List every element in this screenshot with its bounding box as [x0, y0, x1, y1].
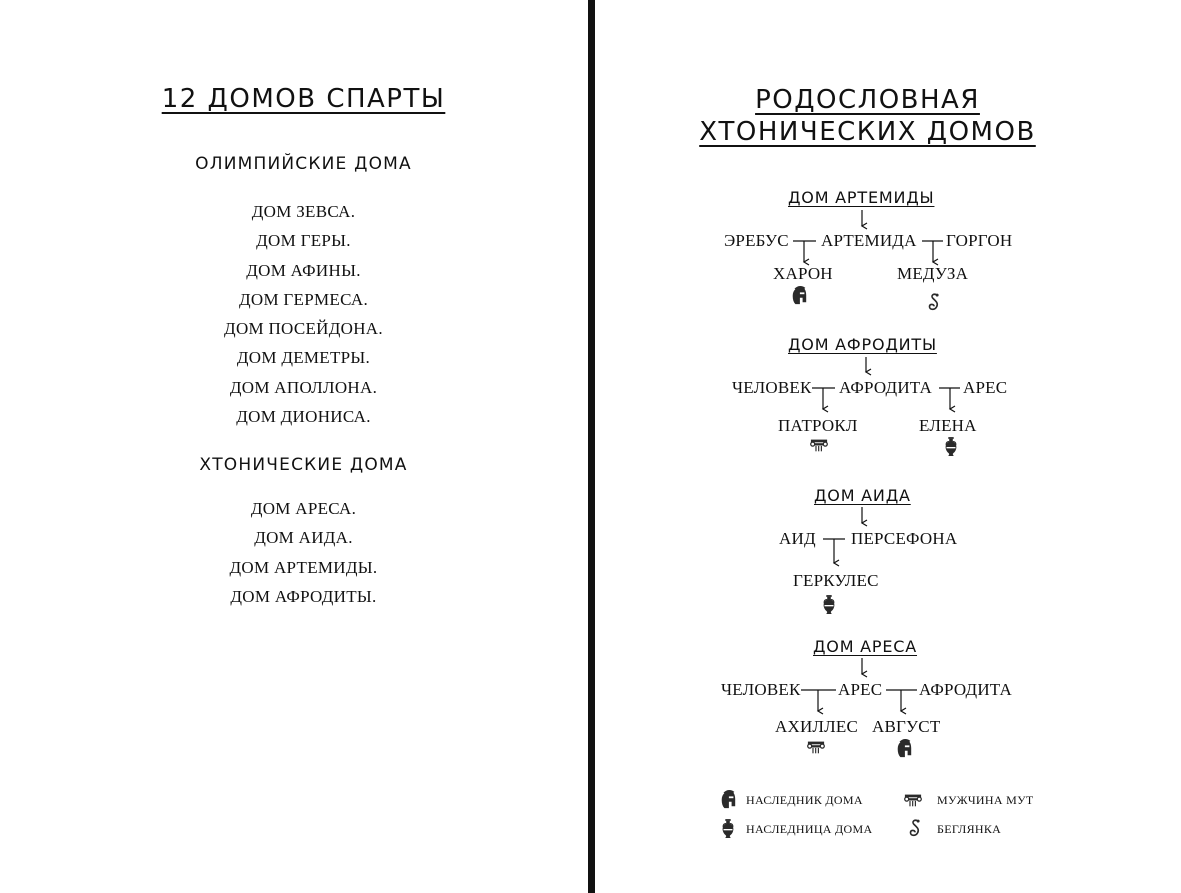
amphora-icon	[942, 436, 960, 458]
parent-name: ЭРЕБУС	[724, 231, 789, 250]
house-ares-heading: ДОМ АРЕСА	[813, 637, 918, 656]
column-capital-icon	[807, 736, 825, 758]
parent-name: ГОРГОН	[946, 231, 1013, 250]
snake-icon	[925, 292, 943, 314]
tree-connectors	[595, 0, 1181, 893]
parent-name: АФРОДИТА	[919, 680, 1013, 699]
legend-label-heiress: НАСЛЕДНИЦА ДОМА	[746, 822, 873, 836]
helmet-icon	[719, 789, 737, 811]
column-capital-icon	[810, 434, 828, 456]
page-title-twelve-houses	[0, 84, 607, 114]
snake-icon	[906, 818, 924, 840]
house-hades-heading: ДОМ АИДА	[814, 486, 911, 505]
list-item: ДОМ АПОЛЛОНА.	[229, 377, 378, 397]
column-capital-icon	[904, 789, 922, 811]
list-item: ДОМ АФИНЫ.	[246, 260, 361, 280]
list-item: ДОМ ГЕРМЕСА.	[238, 289, 369, 309]
parent-name: АИД	[779, 529, 816, 548]
list-item: ДОМ ГЕРЫ.	[256, 231, 351, 251]
list-item: ДОМ ДИОНИСА.	[236, 407, 371, 427]
book-gutter	[588, 0, 595, 893]
list-item: ДОМ АФРОДИТЫ.	[230, 586, 377, 606]
legend-label-runaway: БЕГЛЯНКА	[937, 822, 1002, 836]
child-name: ЕЛЕНА	[919, 416, 977, 435]
list-item: ДОМ АИДА.	[254, 528, 353, 548]
parent-name: АРТЕМИДА	[821, 231, 917, 250]
house-artemis-heading: ДОМ АРТЕМИДЫ	[788, 188, 935, 207]
house-aphrodite-heading: ДОМ АФРОДИТЫ	[788, 335, 937, 354]
legend-label-heir: НАСЛЕДНИК ДОМА	[746, 793, 863, 807]
parent-name: АРЕС	[963, 378, 1008, 397]
amphora-icon	[820, 594, 838, 616]
olympic-houses-list	[0, 197, 607, 431]
child-name: ХАРОН	[773, 264, 833, 283]
parent-name: ПЕРСЕФОНА	[851, 529, 958, 548]
parent-name: АРЕС	[838, 680, 883, 699]
child-name: МЕДУЗА	[897, 264, 969, 283]
left-page	[0, 0, 588, 893]
list-item: ДОМ ЗЕВСА.	[251, 202, 356, 221]
chthonic-houses-heading: ХТОНИЧЕСКИЕ ДОМА	[199, 455, 408, 475]
child-name: АВГУСТ	[872, 717, 941, 736]
list-item: ДОМ ДЕМЕТРЫ.	[236, 348, 371, 368]
chthonic-houses-list	[0, 494, 607, 611]
title-line-1: РОДОСЛОВНАЯ	[755, 85, 980, 115]
list-item: ДОМ АРЕСА.	[250, 499, 357, 518]
parent-name: АФРОДИТА	[839, 378, 933, 397]
helmet-icon	[895, 738, 913, 760]
parent-name: ЧЕЛОВЕК	[721, 680, 801, 699]
child-name: АХИЛЛЕС	[775, 717, 859, 736]
list-item: ДОМ ПОСЕЙДОНА.	[224, 319, 383, 339]
helmet-icon	[790, 285, 808, 307]
amphora-icon	[719, 818, 737, 840]
child-name: ГЕРКУЛЕС	[793, 571, 879, 590]
parent-name: ЧЕЛОВЕК	[732, 378, 812, 397]
child-name: ПАТРОКЛ	[778, 416, 858, 435]
title-text: 12 ДОМОВ СПАРТЫ	[161, 84, 446, 114]
legend-label-male-mut: МУЖЧИНА МУТ	[937, 793, 1034, 807]
right-page	[595, 0, 1181, 893]
list-item: ДОМ АРТЕМИДЫ.	[229, 557, 378, 577]
olympic-houses-heading: ОЛИМПИЙСКИЕ ДОМА	[195, 154, 412, 174]
title-line-2: ХТОНИЧЕСКИХ ДОМОВ	[699, 117, 1036, 147]
